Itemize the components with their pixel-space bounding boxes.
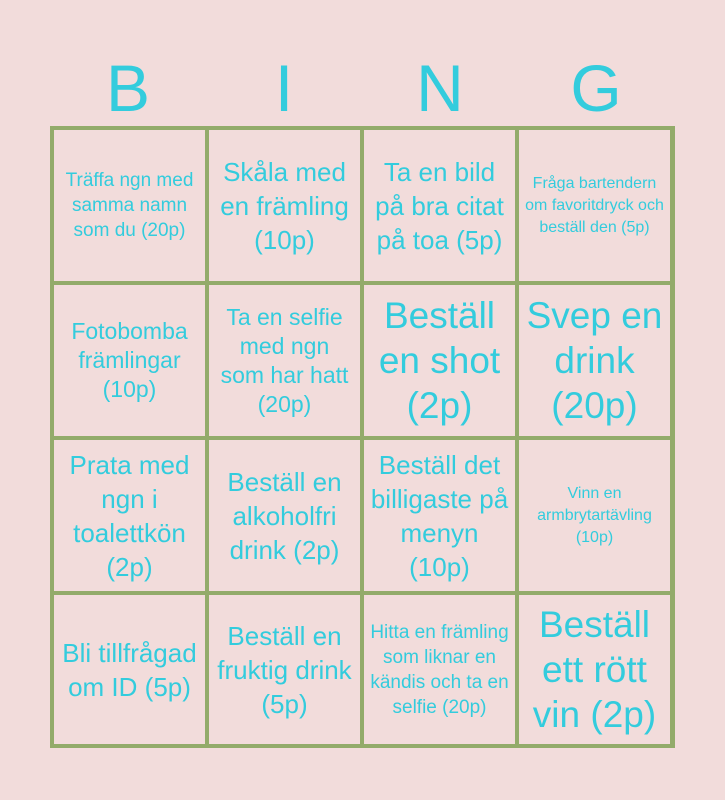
bingo-cell[interactable] (364, 440, 515, 591)
header-letter-n: N (416, 51, 464, 125)
cell-text: Bli tillfrågad om ID (5p) (62, 637, 197, 702)
bingo-cell[interactable] (519, 440, 670, 591)
cell-text: Ta en selfie med ngn som har hatt (20p) (220, 303, 349, 417)
bingo-cell[interactable] (519, 285, 670, 436)
bingo-header (50, 50, 674, 126)
bingo-cell[interactable] (364, 130, 515, 281)
bingo-cell[interactable] (209, 285, 360, 436)
bingo-cell[interactable] (364, 595, 515, 744)
bingo-cell[interactable] (209, 595, 360, 744)
cell-text: Prata med ngn i toalettkön (2p) (69, 449, 190, 582)
cell-text: Vinn en armbrytartävling (10p) (537, 484, 652, 546)
cell-text: Beställ en shot (2p) (378, 295, 501, 426)
cell-text: Fotobomba främlingar (10p) (71, 318, 188, 402)
bingo-cell[interactable] (209, 130, 360, 281)
bingo-cell[interactable] (54, 285, 205, 436)
bingo-cell[interactable] (364, 285, 515, 436)
cell-text: Fråga bartendern om favoritdryck och beställ den (5p) (525, 174, 664, 236)
header-letter-b: B (105, 51, 151, 125)
bingo-cell[interactable] (519, 595, 670, 744)
header-letter-i: I (274, 51, 294, 125)
cell-text: Hitta en främling som liknar en kändis och ta en selfie (20p) (370, 621, 509, 718)
bingo-cell[interactable] (519, 130, 670, 281)
cell-text: Svep en drink (20p) (526, 295, 663, 426)
cell-text: Ta en bild på bra citat på toa (5p) (375, 156, 504, 255)
header-letter-g: G (570, 51, 622, 125)
cell-text: Beställ det billigaste på menyn (10p) (370, 449, 509, 582)
bingo-cell[interactable] (54, 595, 205, 744)
bingo-cell[interactable] (54, 440, 205, 591)
cell-text: Beställ ett rött vin (2p) (532, 604, 657, 735)
bingo-cell[interactable] (209, 440, 360, 591)
cell-text: Träffa ngn med samma namn som du (20p) (65, 170, 194, 241)
cell-text: Beställ en fruktig drink (5p) (217, 620, 352, 719)
bingo-board (50, 126, 675, 748)
cell-text: Beställ en alkoholfri drink (2p) (227, 466, 342, 565)
cell-text: Skåla med en främling (10p) (220, 156, 349, 255)
bingo-cell[interactable] (54, 130, 205, 281)
